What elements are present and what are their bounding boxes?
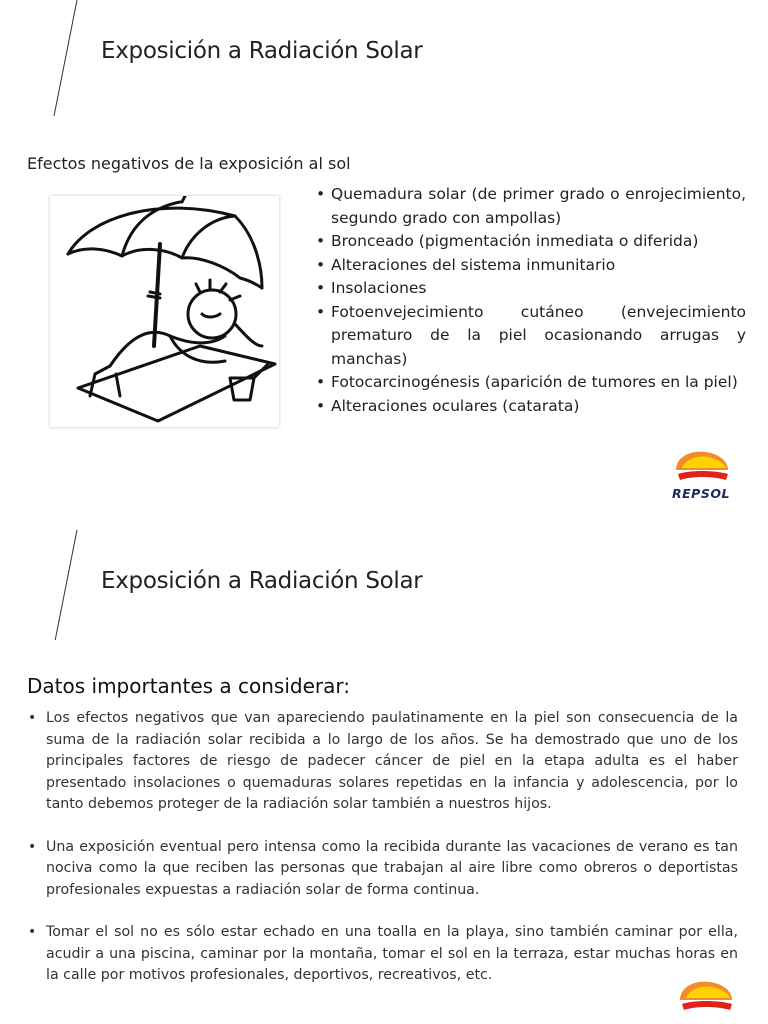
repsol-logo: [676, 980, 746, 1018]
repsol-logo-icon: [672, 450, 732, 484]
list-item: • Fotocarcinogénesis (aparición de tumores en la piel): [314, 371, 746, 395]
list-item: • Fotoenvejecimiento cutáneo (envejecimiento prematuro de la piel ocasionando arrugas y manchas): [314, 301, 746, 372]
slide-title: Exposición a Radiación Solar: [101, 568, 423, 594]
slide-important-facts: [0, 522, 768, 1024]
list-item: • Quemadura solar (de primer grado o enrojecimiento, segundo grado con ampollas): [314, 183, 746, 230]
important-facts-list: [28, 708, 738, 1008]
list-item: • Bronceado (pigmentación inmediata o diferida): [314, 230, 746, 254]
section-subtitle: Efectos negativos de la exposición al sol: [27, 154, 351, 173]
repsol-logo-icon: [676, 980, 736, 1014]
negative-effects-list: [314, 183, 746, 418]
slash-line-icon: [40, 522, 100, 640]
list-item: • Los efectos negativos que van apareciendo paulatinamente en la piel son consecuencia de la suma de la radiación solar recibida a lo largo de los años. Se ha demostrado que uno de los principales factores de riesgo de padecer cáncer de piel en la etapa adulta es el haber presentado insolaciones o quemaduras solares repetidas en la infancia y adolescencia, por lo tanto debemos proteger de la radiación solar también a nuestros hijos.: [28, 708, 738, 816]
section-heading: Datos importantes a considerar:: [27, 674, 350, 698]
header-slash-decoration: [40, 522, 100, 640]
beach-umbrella-sunbather-icon: [50, 196, 279, 427]
list-item: • Tomar el sol no es sólo estar echado en una toalla en la playa, sino también caminar por ella, acudir a una piscina, caminar por la montaña, tomar el sol en la terraza, estar muchas horas en la calle por motivos profesionales, deportivos, recreativos, etc.: [28, 922, 738, 987]
header-slash-decoration: [40, 0, 100, 118]
list-item: • Alteraciones del sistema inmunitario: [314, 254, 746, 278]
slide-title: Exposición a Radiación Solar: [101, 38, 423, 64]
list-item: • Insolaciones: [314, 277, 746, 301]
repsol-wordmark: REPSOL: [672, 486, 730, 501]
slash-line-icon: [40, 0, 100, 118]
list-item: • Alteraciones oculares (catarata): [314, 395, 746, 419]
repsol-logo: [672, 450, 742, 501]
list-item: • Una exposición eventual pero intensa como la recibida durante las vacaciones de verano es tan nociva como la que reciben las personas que trabajan al aire libre como obreros o deportistas profesionales expuestas a radiación solar de forma continua.: [28, 837, 738, 902]
beach-illustration: [50, 196, 279, 427]
